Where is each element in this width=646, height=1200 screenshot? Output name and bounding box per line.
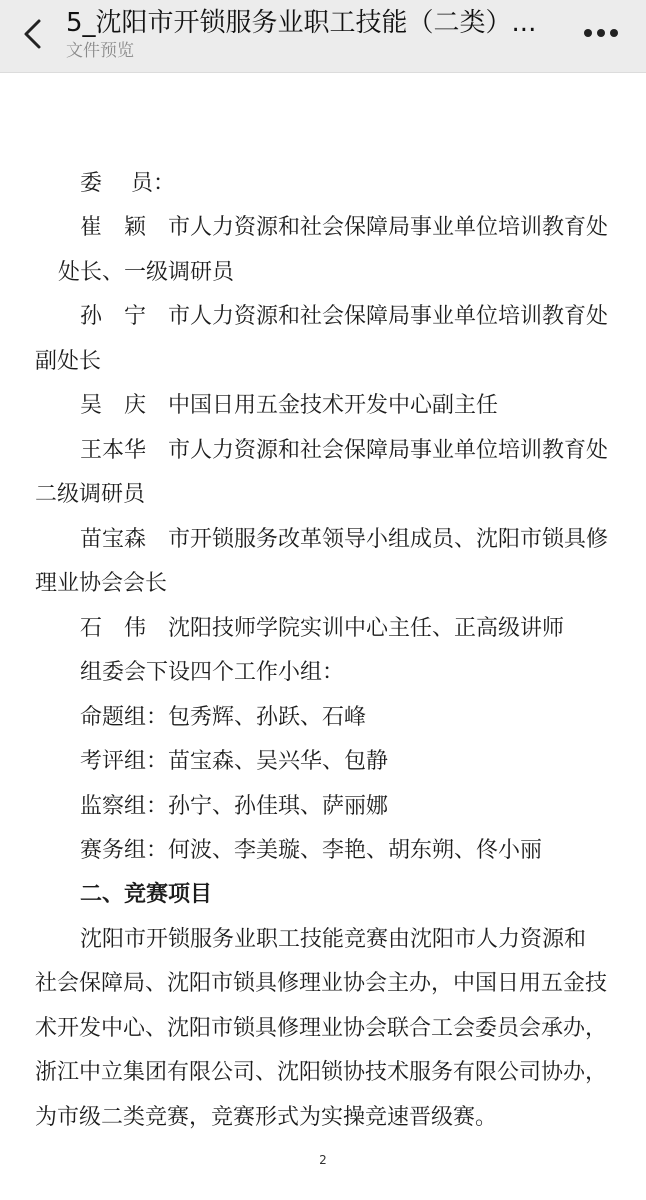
- document-line: 吴 庆 中国日用五金技术开发中心副主任: [80, 393, 499, 418]
- document-line: 理业协会会长: [35, 571, 168, 596]
- document-line: 考评组：苗宝森、吴兴华、包静: [80, 749, 389, 774]
- back-button[interactable]: [14, 16, 50, 52]
- document-line: 命题组：包秀辉、孙跃、石峰: [80, 705, 367, 730]
- document-line: 社会保障局、沈阳市锁具修理业协会主办，中国日用五金技: [35, 971, 608, 996]
- document-line: 二级调研员: [35, 482, 146, 507]
- document-line: 崔 颖 市人力资源和社会保障局事业单位培训教育处: [80, 215, 609, 240]
- document-line: 孙 宁 市人力资源和社会保障局事业单位培训教育处: [80, 304, 609, 329]
- chevron-left-icon: [21, 18, 43, 50]
- document-line: 石 伟 沈阳技师学院实训中心主任、正高级讲师: [80, 616, 565, 641]
- document-line: 委 员：: [80, 171, 175, 196]
- top-bar: [0, 0, 646, 73]
- document-line: 赛务组：何波、李美璇、李艳、胡东朔、佟小丽: [80, 838, 543, 863]
- page-number: 2: [319, 1153, 327, 1167]
- document-line: 副处长: [35, 349, 102, 374]
- document-line: 为市级二类竞赛，竞赛形式为实操竞速晋级赛。: [35, 1105, 498, 1130]
- section-heading: 二、竞赛项目: [80, 882, 213, 907]
- more-button[interactable]: [578, 18, 624, 48]
- document-line: 处长、一级调研员: [58, 260, 235, 285]
- document-line: 苗宝森 市开锁服务改革领导小组成员、沈阳市锁具修: [80, 527, 609, 552]
- document-line: 组委会下设四个工作小组：: [80, 660, 345, 685]
- document-subtitle: 文件预览: [66, 41, 134, 61]
- document-title: 5_沈阳市开锁服务业职工技能（二类）...: [66, 8, 537, 38]
- document-line: 王本华 市人力资源和社会保障局事业单位培训教育处: [80, 438, 609, 463]
- document-line: 术开发中心、沈阳市锁具修理业协会联合工会委员会承办，: [35, 1016, 608, 1041]
- more-horizontal-icon: [583, 28, 619, 38]
- document-line: 监察组：孙宁、孙佳琪、萨丽娜: [80, 794, 389, 819]
- document-page: [0, 73, 646, 1200]
- document-line: 浙江中立集团有限公司、沈阳锁协技术服务有限公司协办，: [35, 1060, 608, 1085]
- document-line: 沈阳市开锁服务业职工技能竞赛由沈阳市人力资源和: [80, 927, 587, 952]
